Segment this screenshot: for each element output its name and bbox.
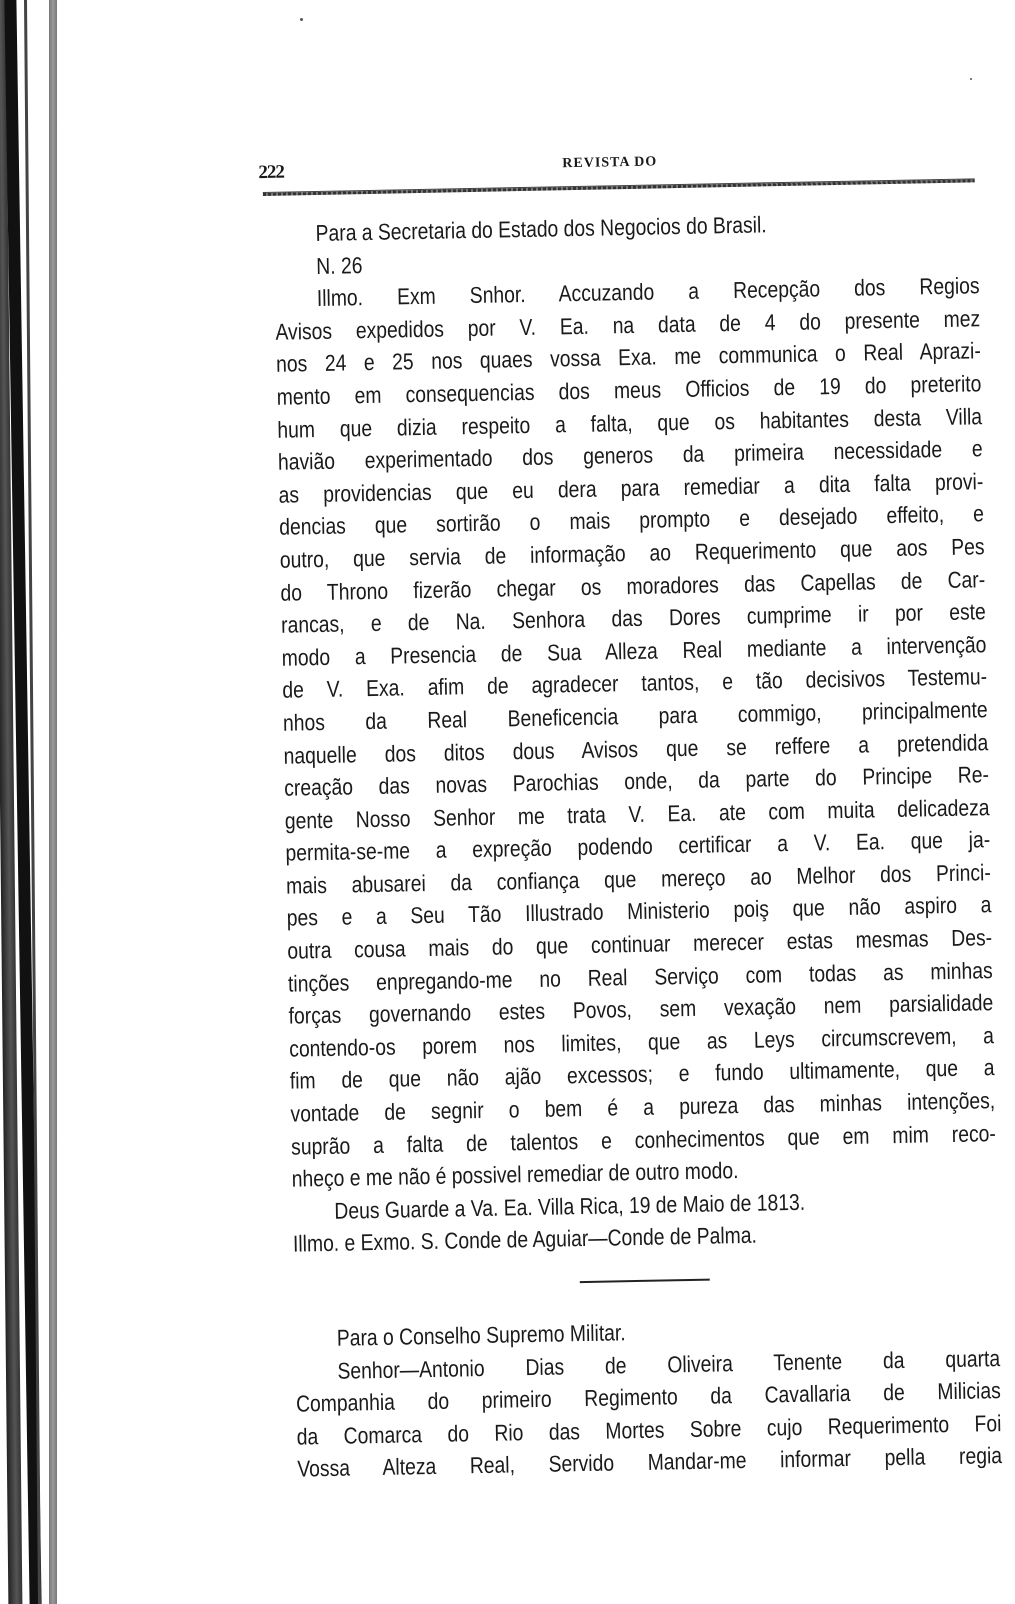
text-line: de V. Exa. afim de agradecer tantos, e tão decisivos Testemu- — [282, 663, 988, 704]
text-line: gente Nosso Senhor me trata V. Ea. ate com muita delicadeza — [284, 793, 990, 834]
text-line: Illmo. Exm Snhor. Accuzando a Recepção dos Regios — [316, 272, 980, 312]
letter-signature: Illmo. e Exmo. S. Conde de Aguiar—Conde de Palma. — [292, 1222, 758, 1258]
text-line: mais abusarei da confiança que mereço ao Melhor dos Princi- — [285, 859, 992, 899]
text-line: creação das novas Parochias onde, da parte do Principe Re- — [283, 761, 990, 801]
text-line: Vossa Alteza Real, Servido Mandar-me informar pella regia — [297, 1442, 1003, 1482]
text-line: forças governando estes Povos, sem vexação nem parsialidade — [288, 989, 994, 1029]
text-line: Avisos expedidos por V. Ea. na data de 4 do presente mez — [275, 305, 981, 345]
text-line: havião experimentado dos generos da primeira necessidade e — [277, 435, 983, 475]
scan-speck — [970, 78, 972, 80]
text-line: hum que dizia respeito a falta, que os habitantes desta Villa — [277, 402, 983, 443]
scan-speck — [300, 18, 303, 21]
page-header — [258, 136, 993, 190]
text-line: naquelle dos ditos dous Avisos que se reffere a pretendida — [283, 728, 989, 769]
text-line: mento em consequencias dos meus Officios de 19 do preterito — [276, 370, 982, 410]
body-text — [273, 204, 1002, 1485]
section-divider — [580, 1279, 710, 1283]
text-line: contendo-os porem nos limites, que as Leys circumscrevem, a — [289, 1021, 995, 1062]
text-line: Companhia do primeiro Regimento da Cavallaria de Milicias — [295, 1377, 1001, 1417]
text-line: tinções enpregando-me no Real Serviço com todas as minhas — [287, 956, 993, 997]
text-line: as providencias que eu dera para remediar a dita falta provi- — [278, 467, 984, 508]
page-number: 222 — [258, 161, 285, 184]
letter-closing: Deus Guarde a Va. Ea. Villa Rica, 19 de Maio de 1813. — [334, 1188, 806, 1224]
text-line: permita-se-me a expreção podendo certificar a V. Ea. que ja- — [285, 826, 991, 866]
book-binding-gutter — [0, 0, 70, 1604]
text-line: da Comarca do Rio das Mortes Sobre cujo Requerimento Foi — [296, 1409, 1002, 1450]
text-line: nhos da Real Beneficencia para commigo, principalmente — [282, 696, 988, 736]
gutter-shadow — [49, 0, 57, 1604]
text-line: dencias que sortirão o mais prompto e desejado effeito, e — [278, 500, 985, 541]
text-line: rancas, e de Na. Senhora das Dores cumprime ir por este — [280, 598, 986, 638]
header-rule — [263, 178, 975, 196]
letter-recipient: Para a Secretaria do Estado dos Negocios do Brasil. — [315, 211, 767, 246]
text-line: do Throno fizerão chegar os moradores das Capellas de Car- — [280, 565, 986, 606]
running-head: REVISTA DO — [562, 154, 658, 172]
text-line: outra cousa mais do que continuar merecer estas mesmas Des- — [287, 924, 993, 964]
text-line: modo a Presencia de Sua Alleza Real mediante a intervenção — [281, 630, 987, 671]
text-line: fim de que não ajão excessos; e fundo ultimamente, que a — [289, 1054, 995, 1095]
text-line: vontade de segnir o bem é a pureza das minhas intenções, — [290, 1087, 996, 1127]
text-line: pes e a Seu Tão Illustrado Ministerio poiş que não aspiro a — [286, 891, 992, 932]
text-line: suprão a falta de talentos e conhecimentos que em mim reco- — [290, 1119, 997, 1160]
document-page — [258, 136, 1003, 1482]
letter-number: N. 26 — [315, 251, 363, 279]
text-line: nheço e me não é possivel remediar de outro modo. — [291, 1157, 739, 1192]
text-line: nos 24 e 25 nos quaes vossa Exa. me communica o Real Aprazi- — [275, 337, 981, 378]
text-line: outro, que servia de informação ao Requerimento que aos Pes — [279, 533, 985, 573]
text-line: Senhor—Antonio Dias de Oliveira Tenente da quarta — [337, 1344, 1001, 1384]
letter-recipient: Para o Conselho Supremo Militar. — [336, 1319, 626, 1351]
